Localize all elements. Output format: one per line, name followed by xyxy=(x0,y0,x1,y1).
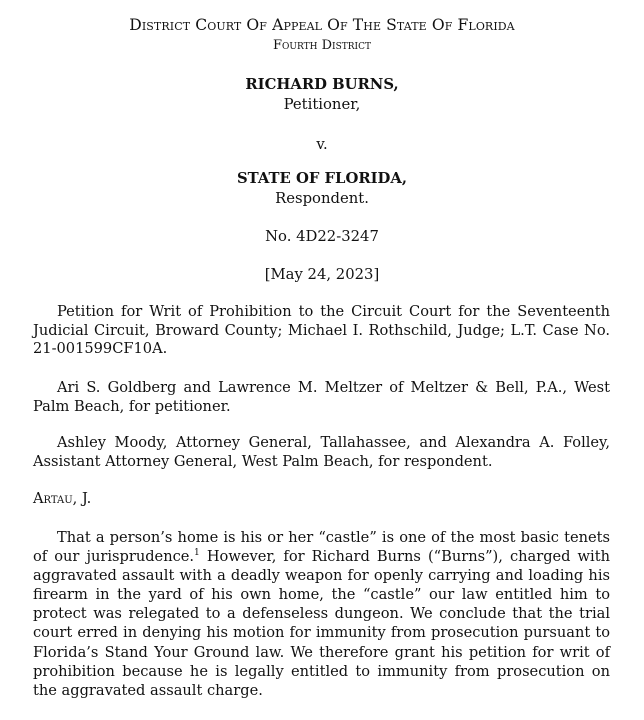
case-number: No. 4D22-3247 xyxy=(265,228,379,245)
footnote-marker[interactable]: 1 xyxy=(194,548,200,559)
respondent-role: Respondent. xyxy=(275,190,369,207)
decision-date: [May 24, 2023] xyxy=(264,266,380,283)
court-name: District Court Of Appeal Of The State Of Florida xyxy=(129,16,515,34)
respondent-name: STATE OF FLORIDA, xyxy=(236,170,408,187)
versus: v. xyxy=(316,136,328,153)
authoring-judge: Artau, J. xyxy=(33,490,92,507)
opinion-text-part1: That a person’s home is his or her “castle” is one of the most basic tenets of our jurisprudence. xyxy=(33,529,610,566)
petitioner-name: RICHARD BURNS, xyxy=(245,76,399,93)
counsel-petitioner: Ari S. Goldberg and Lawrence M. Meltzer of Meltzer & Bell, P.A., West Palm Beach, for petitioner. xyxy=(33,379,610,415)
counsel-respondent: Ashley Moody, Attorney General, Tallahassee, and Alexandra A. Folley, Assistant Attorney General, West Palm Beach, for respondent. xyxy=(33,434,610,470)
opinion-paragraph xyxy=(33,528,610,700)
district-name: Fourth District xyxy=(273,38,371,53)
petitioner-role: Petitioner, xyxy=(283,96,361,113)
petition-description: Petition for Writ of Prohibition to the Circuit Court for the Seventeenth Judicial Circuit, Broward County; Michael I. Rothschild, Judge; L.T. Case No. 21-001599CF10A. xyxy=(33,303,610,358)
opinion-text-part2: However, for Richard Burns (“Burns”), charged with aggravated assault with a deadly weapon for openly carrying and loading his firearm in the yard of his own home, the “castle” our law entitled him to protect was relegated to a defenseless dungeon. We conclude that the trial court erred in denying his motion for immunity from prosecution pursuant to Florida’s Stand Your Ground law. We therefore grant his petition for writ of prohibition because he is legally entitled to immunity from prosecution on the aggravated assault charge. xyxy=(33,548,610,699)
